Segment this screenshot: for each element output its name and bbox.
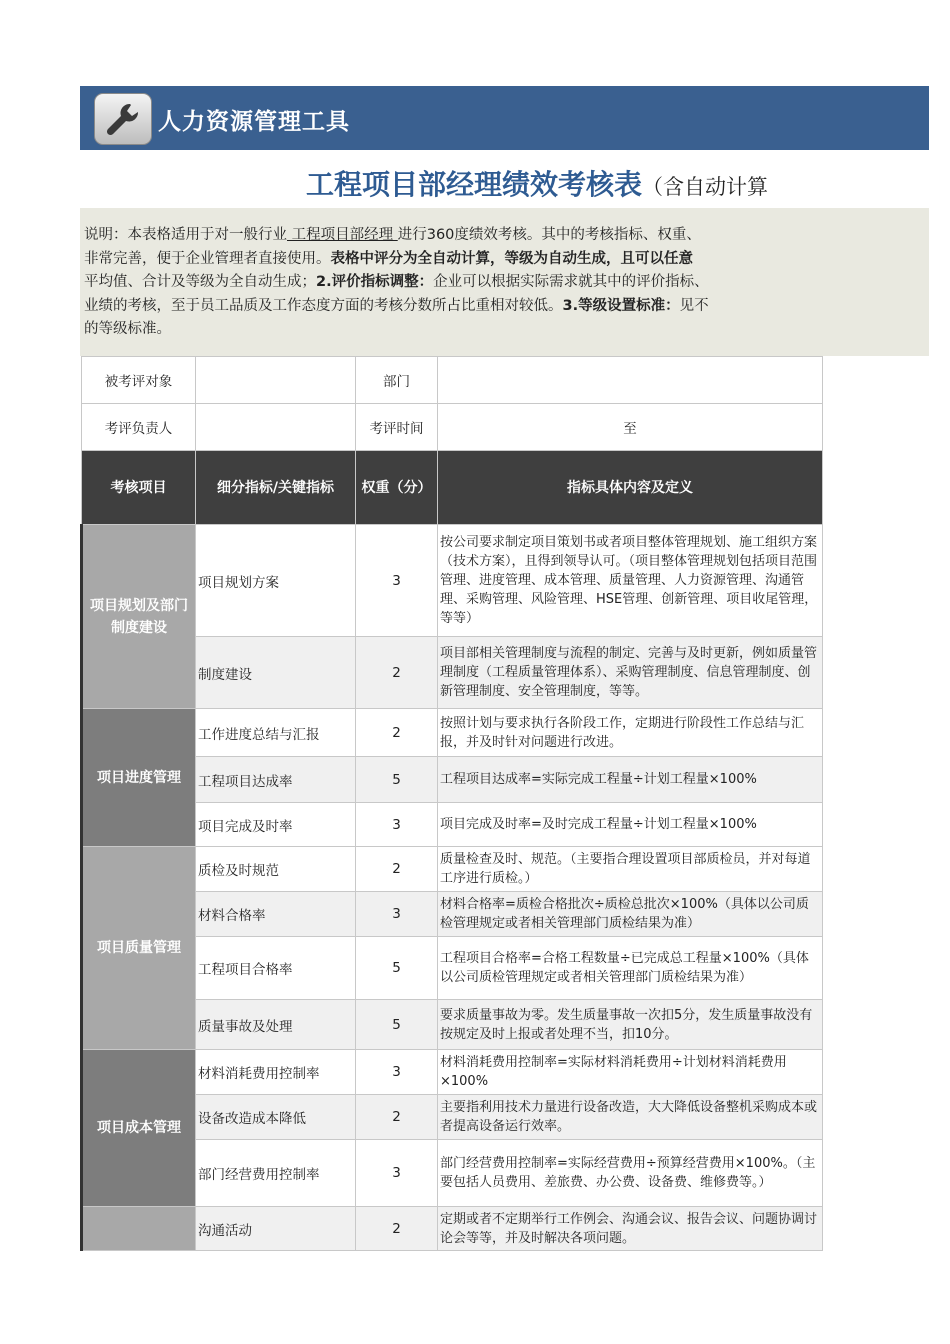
info-row-evaluatee xyxy=(82,357,823,404)
indicator-cell: 材料合格率 xyxy=(196,892,356,937)
weight-cell: 5 xyxy=(356,937,438,1000)
header-category: 考核项目 xyxy=(82,451,196,525)
table-row xyxy=(82,1207,823,1251)
weight-cell: 3 xyxy=(356,803,438,847)
indicator-cell: 设备改造成本降低 xyxy=(196,1095,356,1140)
weight-cell: 5 xyxy=(356,1000,438,1050)
content-cell: 项目完成及时率=及时完成工程量÷计划工程量×100% xyxy=(438,803,823,847)
description-line: 非常完善，便于企业管理者直接使用。表格中评分为全自动计算，等级为自动生成，且可以任意 xyxy=(84,250,693,267)
description-line: 业绩的考核，至于员工品质及工作态度方面的考核分数所占比重相对较低。3.等级设置标准：见不 xyxy=(84,297,709,314)
logo xyxy=(94,93,152,145)
indicator-cell: 工程项目合格率 xyxy=(196,937,356,1000)
evaluatee-label: 被考评对象 xyxy=(82,357,196,404)
indicator-cell: 材料消耗费用控制率 xyxy=(196,1050,356,1095)
category-progress: 项目进度管理 xyxy=(82,709,196,847)
description-box xyxy=(80,208,929,356)
description-text xyxy=(84,224,844,342)
content-cell: 工程项目达成率=实际完成工程量÷计划工程量×100% xyxy=(438,757,823,803)
indicator-cell: 质检及时规范 xyxy=(196,847,356,892)
header-banner xyxy=(80,86,929,150)
banner-title: 人力资源管理工具 xyxy=(158,109,350,135)
dept-label: 部门 xyxy=(356,357,438,404)
header-indicator: 细分指标/关键指标 xyxy=(196,451,356,525)
content-cell: 工程项目合格率=合格工程数量÷已完成总工程量×100%（具体以公司质检管理规定或者相关管理部门质检结果为准） xyxy=(438,937,823,1000)
content-cell: 主要指利用技术力量进行设备改造，大大降低设备整机采购成本或者提高设备运行效率。 xyxy=(438,1095,823,1140)
evaluator-field[interactable] xyxy=(196,404,356,451)
content-cell: 按公司要求制定项目策划书或者项目整体管理规划、施工组织方案（技术方案），且得到领导认可。（项目整体管理规划包括项目范围管理、进度管理、成本管理、质量管理、人力资源管理、沟通管理、采购管理、风险管理、HSE管理、创新管理、项目收尾管理，等等） xyxy=(438,525,823,637)
description-line: 的等级标准。 xyxy=(84,321,171,338)
header-weight: 权重（分） xyxy=(356,451,438,525)
weight-cell: 3 xyxy=(356,892,438,937)
table-row xyxy=(82,1050,823,1095)
table-row xyxy=(82,709,823,757)
page-title: 工程项目部经理绩效考核表（含自动计算 xyxy=(306,168,769,201)
content-cell: 部门经营费用控制率=实际经营费用÷预算经营费用×100%。（主要包括人员费用、差旅费、办公费、设备费、维修费等。） xyxy=(438,1140,823,1207)
category-communication xyxy=(82,1207,196,1251)
category-quality: 项目质量管理 xyxy=(82,847,196,1050)
indicator-cell: 质量事故及处理 xyxy=(196,1000,356,1050)
wrench-icon xyxy=(103,99,143,139)
dept-field[interactable] xyxy=(438,357,823,404)
indicator-cell: 制度建设 xyxy=(196,637,356,709)
weight-cell: 2 xyxy=(356,847,438,892)
title-row xyxy=(0,150,929,208)
weight-cell: 3 xyxy=(356,525,438,637)
header-content: 指标具体内容及定义 xyxy=(438,451,823,525)
indicator-cell: 工作进度总结与汇报 xyxy=(196,709,356,757)
content-cell: 定期或者不定期举行工作例会、沟通会议、报告会议、问题协调讨论会等等，并及时解决各项问题。 xyxy=(438,1207,823,1251)
evaluator-label: 考评负责人 xyxy=(82,404,196,451)
weight-cell: 3 xyxy=(356,1050,438,1095)
info-row-evaluator xyxy=(82,404,823,451)
evaluatee-field[interactable] xyxy=(196,357,356,404)
table-row xyxy=(82,847,823,892)
content-cell: 质量检查及时、规范。（主要指合理设置项目部质检员，并对每道工序进行质检。） xyxy=(438,847,823,892)
weight-cell: 2 xyxy=(356,709,438,757)
indicator-cell: 部门经营费用控制率 xyxy=(196,1140,356,1207)
table-row xyxy=(82,525,823,637)
time-field[interactable]: 至 xyxy=(438,404,823,451)
content-cell: 材料合格率=质检合格批次÷质检总批次×100%（具体以公司质检管理规定或者相关管理部门质检结果为准） xyxy=(438,892,823,937)
indicator-cell: 项目完成及时率 xyxy=(196,803,356,847)
indicator-cell: 沟通活动 xyxy=(196,1207,356,1251)
indicator-cell: 项目规划方案 xyxy=(196,525,356,637)
weight-cell: 2 xyxy=(356,637,438,709)
content-cell: 要求质量事故为零。发生质量事故一次扣5分，发生质量事故没有按规定及时上报或者处理不当，扣10分。 xyxy=(438,1000,823,1050)
weight-cell: 2 xyxy=(356,1207,438,1251)
category-cost: 项目成本管理 xyxy=(82,1050,196,1207)
indicator-cell: 工程项目达成率 xyxy=(196,757,356,803)
content-cell: 材料消耗费用控制率=实际材料消耗费用÷计划材料消耗费用×100% xyxy=(438,1050,823,1095)
evaluation-table xyxy=(80,356,823,1251)
weight-cell: 2 xyxy=(356,1095,438,1140)
time-label: 考评时间 xyxy=(356,404,438,451)
description-line: 平均值、合计及等级为全自动生成；2.评价指标调整：企业可以根据实际需求就其中的评价指标、 xyxy=(84,274,709,291)
table-header xyxy=(82,451,823,525)
page-subtitle: （含自动计算 xyxy=(642,175,769,199)
category-planning: 项目规划及部门制度建设 xyxy=(82,525,196,709)
content-cell: 项目部相关管理制度与流程的制定、完善与及时更新，例如质量管理制度（工程质量管理体系）、采购管理制度、信息管理制度、创新管理制度、安全管理制度，等等。 xyxy=(438,637,823,709)
description-line: 说明：本表格适用于对一般行业 工程项目部经理 进行360度绩效考核。其中的考核指标、权重、 xyxy=(84,227,701,243)
weight-cell: 5 xyxy=(356,757,438,803)
weight-cell: 3 xyxy=(356,1140,438,1207)
content-cell: 按照计划与要求执行各阶段工作，定期进行阶段性工作总结与汇报，并及时针对问题进行改进。 xyxy=(438,709,823,757)
